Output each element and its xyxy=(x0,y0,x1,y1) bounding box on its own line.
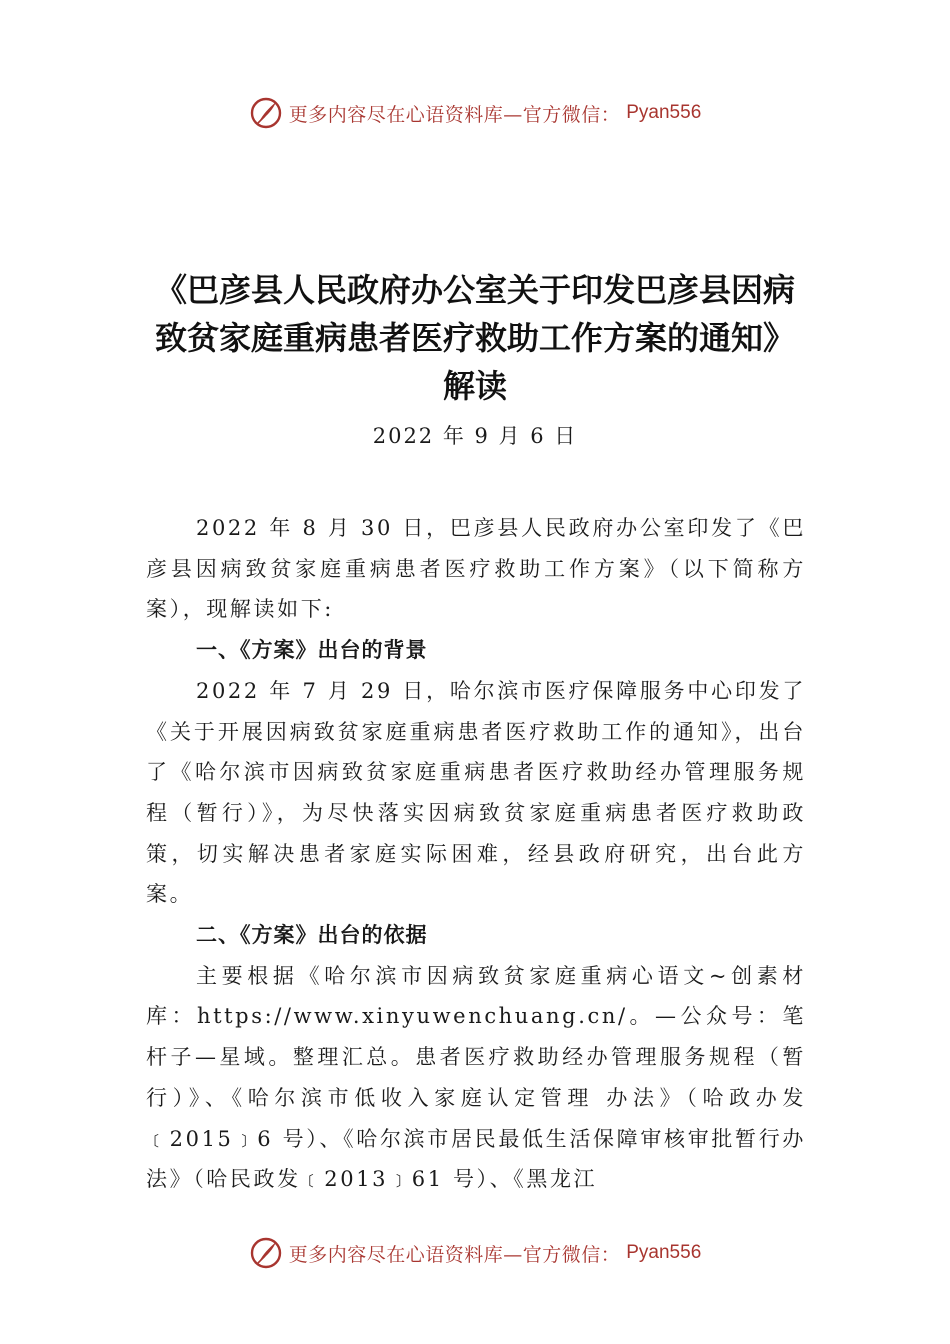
header-watermark xyxy=(0,96,950,130)
watermark-wechat-id: Pyan556 xyxy=(626,1242,702,1263)
section-heading-basis: 二、《方案》出台的依据 xyxy=(196,923,428,948)
section-heading-background: 一、《方案》出台的背景 xyxy=(196,638,428,663)
publish-date: 2022 年 9 月 6 日 xyxy=(372,424,578,448)
background-paragraph: 2022 年 7 月 29 日，哈尔滨市医疗保障服务中心印发了《关于开展因病致贫家庭重病患者医疗救助工作的通知》，出台了《哈尔滨市因病致贫家庭重病患者医疗救助经办管理服务规程（暂行）》，为尽快落实因病致贫家庭重病患者医疗救助政策，切实解决患者家庭实际困难，经县政府研究，出台此方案。 xyxy=(146,678,806,907)
basis-paragraph: 主要根据《哈尔滨市因病致贫家庭重病心语文~创素材库：https://www.xinyuwenchuang.cn/。—公众号：笔杆子—星域。整理汇总。患者医疗救助经办管理服务规程（暂行）》、《哈尔滨市低收入家庭认定管理 办法》（哈政办发﹝2015﹞6 号）、《哈尔滨市居民最低生活保障审核审批暂行办法》（哈民政发﹝2013﹞61 号）、《黑龙江 xyxy=(146,963,806,1192)
document-title: 《巴彦县人民政府办公室关于印发巴彦县因病致贫家庭重病患者医疗救助工作方案的通知》解读 xyxy=(154,271,795,405)
quill-logo-icon xyxy=(249,96,283,130)
document-body xyxy=(146,508,806,1200)
footer-watermark xyxy=(0,1236,950,1270)
intro-paragraph: 2022 年 8 月 30 日，巴彦县人民政府办公室印发了《巴彦县因病致贫家庭重病患者医疗救助工作方案》（以下简称方案），现解读如下: xyxy=(146,516,806,622)
watermark-text: 更多内容尽在心语资料库—官方微信： xyxy=(288,103,621,126)
watermark-text: 更多内容尽在心语资料库—官方微信： xyxy=(288,1243,621,1266)
watermark-wechat-id: Pyan556 xyxy=(626,102,702,123)
quill-logo-icon xyxy=(249,1236,283,1270)
